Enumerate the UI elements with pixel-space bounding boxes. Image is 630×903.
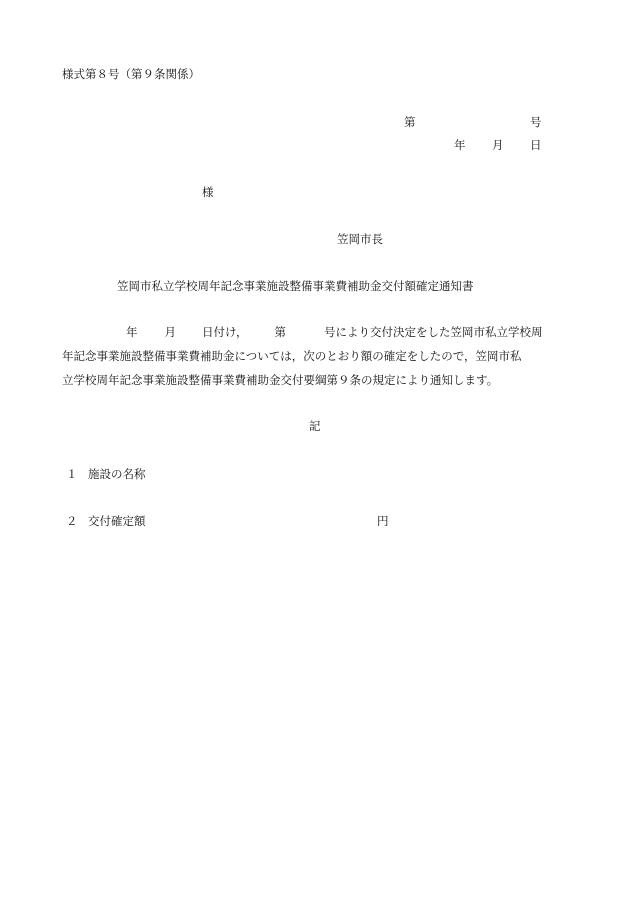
issuer: 笠岡市長 <box>337 232 383 246</box>
body-line1-rest: 号により交付決定をした笠岡市私立学校周 <box>324 325 543 339</box>
body-line-3: 立学校周年記念事業施設整備事業費補助金交付要綱第９条の規定により通知します。 <box>62 373 499 387</box>
body-line-2: 年記念事業施設整備事業費補助金については，次のとおり額の確定をしたので，笠岡市私 <box>62 349 522 363</box>
item-1-label: 施設の名称 <box>88 467 146 481</box>
doc-date-day: 日 <box>530 138 542 152</box>
body-day-dated: 日付け， <box>202 325 248 339</box>
item-2-unit: 円 <box>377 514 389 528</box>
body-year: 年 <box>126 325 138 339</box>
item-2-label: 交付確定額 <box>88 514 146 528</box>
body-line-1 <box>62 320 584 344</box>
notice-body <box>62 320 584 392</box>
body-number-prefix: 第 <box>274 325 287 339</box>
doc-date-month: 月 <box>492 138 504 152</box>
doc-date-year: 年 <box>454 138 466 152</box>
ki-heading: 記 <box>309 419 321 433</box>
item-1-number: １ <box>66 467 78 481</box>
form-label: 様式第８号（第９条関係） <box>62 67 200 81</box>
doc-number-prefix: 第 <box>404 115 416 129</box>
doc-number-suffix: 号 <box>530 115 542 129</box>
document-title: 笠岡市私立学校周年記念事業施設整備事業費補助金交付額確定通知書 <box>117 279 474 293</box>
item-2-number: ２ <box>66 514 78 528</box>
recipient-suffix: 様 <box>202 185 214 199</box>
body-month: 月 <box>164 325 176 339</box>
